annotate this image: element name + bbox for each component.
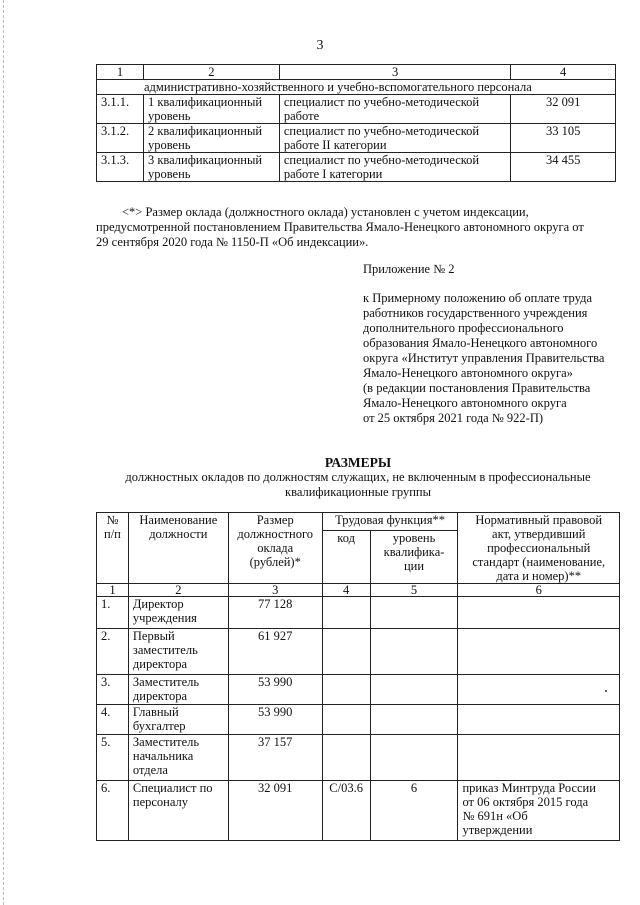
salary-table-continued — [96, 64, 616, 182]
header-size: Размер должностного оклада (рублей)* — [228, 513, 322, 584]
row-level: 3 квалификационный уровень — [143, 153, 279, 182]
footnote-indexation: <*> Размер оклада (должностного оклада) установлен с учетом индексации, предусмотренной постановлением Правительства Ямало-Ненецкого автономного округа от 29 сентября 2020 года № 1150-П «Об индексации». — [96, 205, 584, 249]
table1-col-1: 1 — [97, 65, 144, 80]
row-salary: 33 105 — [511, 124, 616, 153]
table1-col-4: 4 — [511, 65, 616, 80]
table-row: 1. Директор учреждения 77 128 — [97, 597, 620, 629]
header-labor-function: Трудовая функция** — [322, 513, 458, 531]
table1-col-2: 2 — [143, 65, 279, 80]
header-num: № п/п — [97, 513, 129, 584]
row-salary: 34 455 — [511, 153, 616, 182]
header-norm: Нормативный правовой акт, утвердивший профессиональный стандарт (наименование, дата и номер)** — [458, 513, 620, 584]
table1-group-label: административно-хозяйственного и учебно-вспомогательного персонала — [97, 80, 616, 95]
heading-title: РАЗМЕРЫ — [324, 455, 392, 470]
table-row — [97, 95, 616, 124]
table-row: 4. Главный бухгалтер 53 990 — [97, 705, 620, 735]
table-row — [97, 124, 616, 153]
row-code: 3.1.1. — [97, 95, 144, 124]
table1-group-row — [97, 80, 616, 95]
table1-col-3: 3 — [279, 65, 510, 80]
appendix-reference: Приложение № 2 к Примерному положению об оплате труда работников государственного учреждения дополнительного профессионального образования Ямало-Ненецкого автономного округа «Институт управления Правительства Ямало-Ненецкого автономного округа» (в редакции постановления Правительства Ямало-Ненецкого автономного округа от 25 октября 2021 года № 922-П) — [363, 262, 633, 426]
header-name: Наименование должности — [128, 513, 228, 584]
header-level: уровень квалифика- ции — [370, 531, 458, 584]
table1-header-row — [97, 65, 616, 80]
table-row: 2. Первый заместитель директора 61 927 — [97, 629, 620, 675]
row-code: 3.1.3. — [97, 153, 144, 182]
section-heading: РАЗМЕРЫ должностных окладов по должностям служащих, не включенным в профессиональные квалификационные группы — [96, 455, 620, 500]
scan-speck — [605, 690, 607, 692]
row-position: специалист по учебно-методической работе II категории — [279, 124, 510, 153]
table2-header-row — [97, 513, 620, 531]
header-code: код — [322, 531, 370, 584]
row-position: специалист по учебно-методической работе I категории — [279, 153, 510, 182]
row-level: 2 квалификационный уровень — [143, 124, 279, 153]
table-row: 3. Заместитель директора 53 990 — [97, 675, 620, 705]
table-row — [97, 153, 616, 182]
table2-colnum-row: 1 2 3 4 5 6 — [97, 584, 620, 597]
table-row: 6. Специалист по персоналу 32 091 С/03.6 6 приказ Минтруда России от 06 октября 2015 года № 691н «Об утверждении — [97, 781, 620, 841]
page-number: 3 — [316, 38, 324, 53]
row-position: специалист по учебно-методической работе — [279, 95, 510, 124]
salary-table — [96, 512, 620, 841]
table-row: 5. Заместитель начальника отдела 37 157 — [97, 735, 620, 781]
appendix-title: Приложение № 2 — [363, 262, 455, 276]
row-code: 3.1.2. — [97, 124, 144, 153]
scan-edge — [3, 0, 4, 905]
row-salary: 32 091 — [511, 95, 616, 124]
row-level: 1 квалификационный уровень — [143, 95, 279, 124]
